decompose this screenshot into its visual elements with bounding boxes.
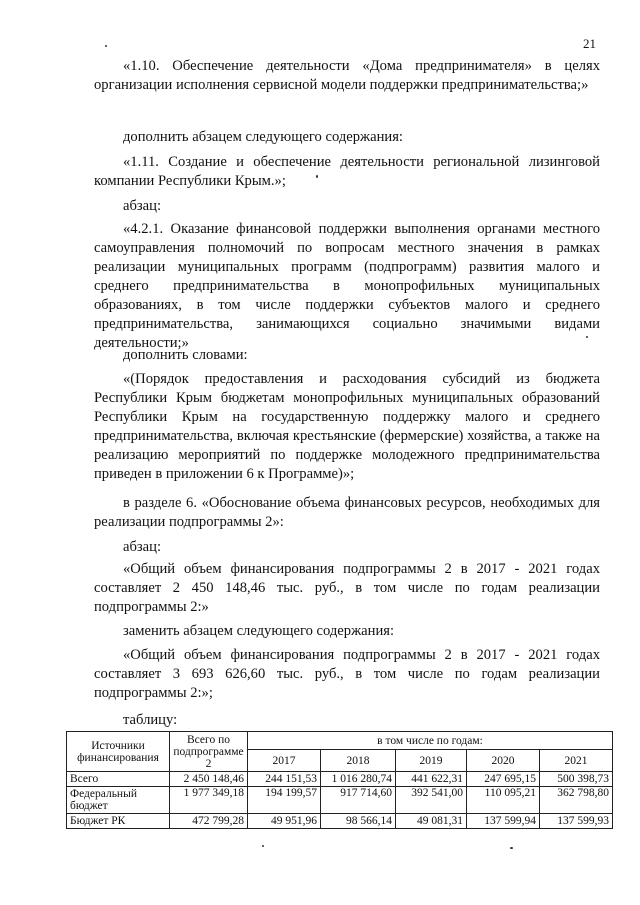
header-year: 2021 [540,750,613,772]
row-value: 500 398,73 [540,772,613,787]
paragraph-1-11: «1.11. Создание и обеспечение деятельности региональной лизинговой компании Республики Крым.»; [94,154,600,189]
header-total: Всего по подпрограмме 2 [170,732,248,772]
row-value: 49 081,31 [396,814,467,829]
header-year: 2017 [248,750,321,772]
section-6-heading: в разделе 6. «Обоснование объема финансовых ресурсов, необходимых для реализации подпрограммы 2»: [94,495,600,530]
header-year: 2020 [467,750,540,772]
row-value: 137 599,93 [540,814,613,829]
table-row [67,814,613,829]
paragraph-4-2-1: «4.2.1. Оказание финансовой поддержки выполнения органами местного самоуправления полномочий по вопросам местного значения в рамках реализации муниципальных программ (подпрограмм) развития малого и среднего предпринимательства в монопрофильных муниципальных образованиях, в том числе поддержки субъектов малого и среднего предпринимательства, занимающихся социально значимыми видами деятельности;» [94,221,600,351]
table-row [67,772,613,787]
page-number: 21 [583,36,596,51]
label-table: таблицу: [123,712,178,728]
header-year: 2019 [396,750,467,772]
row-total: 472 799,28 [170,814,248,829]
row-value: 49 951,96 [248,814,321,829]
old-financing-paragraph: «Общий объем финансирования подпрограммы 2 в 2017 - 2021 годах составляет 2 450 148,46 тыс. руб., в том числе по годам реализации подпрограммы 2:» [94,561,600,615]
scan-speck [262,845,264,847]
row-value: 441 622,31 [396,772,467,787]
header-sources: Источники финансирования [67,732,170,772]
scan-speck [510,847,513,849]
row-source: Всего [67,772,170,787]
new-financing-paragraph: «Общий объем финансирования подпрограммы 2 в 2017 - 2021 годах составляет 3 693 626,60 тыс. руб., в том числе по годам реализации подпрограммы 2:»; [94,647,600,701]
row-total: 1 977 349,18 [170,787,248,814]
instruction-replace-paragraph: заменить абзацем следующего содержания: [123,623,395,639]
label-paragraph: абзац: [123,539,162,555]
row-value: 194 199,57 [248,787,321,814]
row-value: 1 016 280,74 [321,772,396,787]
instruction-add-words: дополнить словами: [123,347,248,363]
instruction-add-paragraph: дополнить абзацем следующего содержания: [123,129,403,145]
paragraph-1-10: «1.10. Обеспечение деятельности «Дома предпринимателя» в целях организации исполнения сервисной модели поддержки предпринимательства;» [94,58,600,93]
scan-speck [105,45,107,47]
paragraph-procedure: «(Порядок предоставления и расходования субсидий из бюджета Республики Крым бюджетам монопрофильных муниципальных образований Республики Крым на государственную поддержку малого и среднего предпринимательства, включая крестьянские (фермерские) хозяйства, а также на реализацию мероприятий по поддержке молодежного предпринимательства приведен в приложении 6 к Программе)»; [94,371,600,482]
row-source: Бюджет РК [67,814,170,829]
row-total: 2 450 148,46 [170,772,248,787]
table-row [67,787,613,814]
header-year: 2018 [321,750,396,772]
row-value: 392 541,00 [396,787,467,814]
row-value: 247 695,15 [467,772,540,787]
label-paragraph: абзац: [123,198,162,214]
row-value: 917 714,60 [321,787,396,814]
financing-table [66,731,613,829]
row-value: 244 151,53 [248,772,321,787]
row-source: Федеральный бюджет [67,787,170,814]
header-years-group: в том числе по годам: [248,732,613,750]
table-header-row [67,732,613,750]
row-value: 362 798,80 [540,787,613,814]
row-value: 110 095,21 [467,787,540,814]
row-value: 137 599,94 [467,814,540,829]
row-value: 98 566,14 [321,814,396,829]
